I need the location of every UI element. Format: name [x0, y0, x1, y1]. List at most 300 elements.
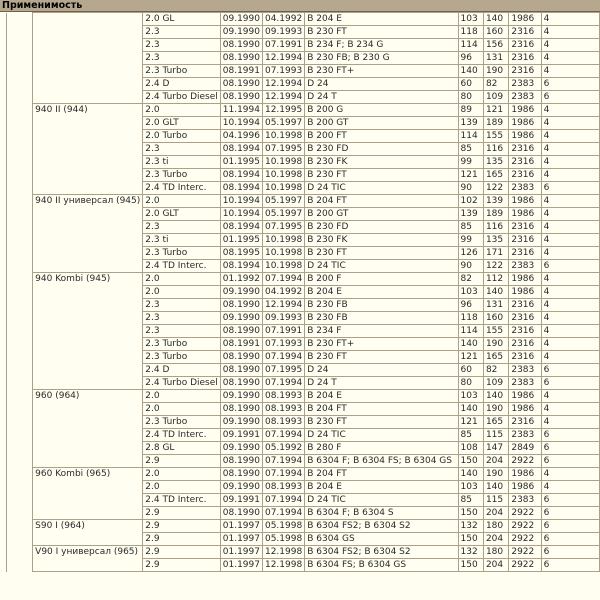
- power-kw-cell: 114: [458, 39, 483, 52]
- engine-code-cell: B 230 FD: [305, 143, 458, 156]
- power-kw-cell: 60: [458, 364, 483, 377]
- applicability-table: [6, 12, 600, 572]
- engine-variant-cell: 2.0 GL: [143, 13, 220, 26]
- cylinders-cell: 6: [541, 260, 599, 273]
- power-hp-cell: 204: [483, 455, 508, 468]
- year-from-cell: 01.1997: [220, 533, 262, 546]
- displacement-cc-cell: 2383: [509, 494, 541, 507]
- displacement-cc-cell: 2316: [509, 299, 541, 312]
- displacement-cc-cell: 2922: [509, 520, 541, 533]
- power-kw-cell: 118: [458, 312, 483, 325]
- displacement-cc-cell: 2922: [509, 507, 541, 520]
- table-row: [7, 468, 600, 481]
- year-to-cell: 12.1998: [262, 546, 304, 559]
- displacement-cc-cell: 1986: [509, 481, 541, 494]
- indent-cell: [7, 13, 33, 572]
- power-kw-cell: 140: [458, 65, 483, 78]
- displacement-cc-cell: 2922: [509, 546, 541, 559]
- engine-variant-cell: 2.3 ti: [143, 156, 220, 169]
- engine-variant-cell: 2.4 TD Interc.: [143, 494, 220, 507]
- power-kw-cell: 121: [458, 416, 483, 429]
- year-from-cell: 09.1990: [220, 416, 262, 429]
- table-body: [7, 13, 600, 572]
- cylinders-cell: 4: [541, 247, 599, 260]
- engine-code-cell: B 230 FT+: [305, 65, 458, 78]
- year-from-cell: 01.1992: [220, 273, 262, 286]
- cylinders-cell: 4: [541, 52, 599, 65]
- displacement-cc-cell: 2316: [509, 416, 541, 429]
- power-hp-cell: 160: [483, 312, 508, 325]
- year-to-cell: 12.1995: [262, 104, 304, 117]
- engine-variant-cell: 2.9: [143, 520, 220, 533]
- year-from-cell: 10.1994: [220, 117, 262, 130]
- engine-variant-cell: 2.3 ti: [143, 234, 220, 247]
- power-hp-cell: 131: [483, 299, 508, 312]
- cylinders-cell: 6: [541, 546, 599, 559]
- year-from-cell: 01.1997: [220, 559, 262, 572]
- power-kw-cell: 103: [458, 13, 483, 26]
- power-hp-cell: 190: [483, 468, 508, 481]
- cylinders-cell: 4: [541, 416, 599, 429]
- power-kw-cell: 139: [458, 117, 483, 130]
- engine-variant-cell: 2.3: [143, 221, 220, 234]
- power-hp-cell: 156: [483, 39, 508, 52]
- cylinders-cell: 4: [541, 143, 599, 156]
- engine-variant-cell: 2.3 Turbo: [143, 351, 220, 364]
- displacement-cc-cell: 1986: [509, 104, 541, 117]
- year-to-cell: 07.1994: [262, 377, 304, 390]
- cylinders-cell: 6: [541, 429, 599, 442]
- power-hp-cell: 82: [483, 364, 508, 377]
- cylinders-cell: 6: [541, 455, 599, 468]
- cylinders-cell: 4: [541, 195, 599, 208]
- table-row: [7, 104, 600, 117]
- power-hp-cell: 140: [483, 481, 508, 494]
- engine-variant-cell: 2.0: [143, 390, 220, 403]
- engine-code-cell: B 200 FT: [305, 130, 458, 143]
- cylinders-cell: 6: [541, 364, 599, 377]
- year-from-cell: 11.1994: [220, 104, 262, 117]
- displacement-cc-cell: 1986: [509, 286, 541, 299]
- table-row: [7, 195, 600, 208]
- engine-code-cell: B 234 F; B 234 G: [305, 39, 458, 52]
- engine-variant-cell: 2.8 GL: [143, 442, 220, 455]
- year-from-cell: 09.1990: [220, 442, 262, 455]
- year-from-cell: 09.1991: [220, 494, 262, 507]
- year-to-cell: 07.1994: [262, 429, 304, 442]
- engine-code-cell: B 200 GT: [305, 208, 458, 221]
- power-kw-cell: 103: [458, 481, 483, 494]
- engine-code-cell: B 204 FT: [305, 403, 458, 416]
- power-hp-cell: 82: [483, 78, 508, 91]
- engine-code-cell: B 204 E: [305, 481, 458, 494]
- power-kw-cell: 90: [458, 182, 483, 195]
- year-to-cell: 09.1993: [262, 312, 304, 325]
- engine-variant-cell: 2.9: [143, 546, 220, 559]
- year-from-cell: 08.1994: [220, 260, 262, 273]
- year-from-cell: 08.1990: [220, 91, 262, 104]
- cylinders-cell: 6: [541, 78, 599, 91]
- power-kw-cell: 121: [458, 351, 483, 364]
- year-from-cell: 08.1994: [220, 143, 262, 156]
- year-to-cell: 05.1998: [262, 533, 304, 546]
- engine-code-cell: B 204 E: [305, 390, 458, 403]
- model-cell: S90 I (964): [33, 520, 143, 546]
- year-from-cell: 09.1990: [220, 26, 262, 39]
- year-to-cell: 12.1998: [262, 559, 304, 572]
- displacement-cc-cell: 2383: [509, 260, 541, 273]
- displacement-cc-cell: 1986: [509, 208, 541, 221]
- cylinders-cell: 6: [541, 91, 599, 104]
- displacement-cc-cell: 1986: [509, 13, 541, 26]
- power-kw-cell: 139: [458, 208, 483, 221]
- engine-code-cell: B 230 FD: [305, 221, 458, 234]
- year-to-cell: 10.1998: [262, 156, 304, 169]
- year-from-cell: 08.1990: [220, 364, 262, 377]
- engine-code-cell: B 6304 GS: [305, 533, 458, 546]
- year-to-cell: 07.1994: [262, 351, 304, 364]
- power-kw-cell: 150: [458, 533, 483, 546]
- power-kw-cell: 126: [458, 247, 483, 260]
- year-to-cell: 10.1998: [262, 247, 304, 260]
- engine-variant-cell: 2.0 Turbo: [143, 130, 220, 143]
- year-from-cell: 08.1990: [220, 78, 262, 91]
- displacement-cc-cell: 2383: [509, 78, 541, 91]
- engine-code-cell: B 230 FT: [305, 416, 458, 429]
- year-from-cell: 08.1990: [220, 468, 262, 481]
- cylinders-cell: 4: [541, 26, 599, 39]
- engine-variant-cell: 2.3 Turbo: [143, 65, 220, 78]
- engine-variant-cell: 2.0 GLT: [143, 117, 220, 130]
- year-from-cell: 08.1991: [220, 65, 262, 78]
- power-hp-cell: 147: [483, 442, 508, 455]
- power-hp-cell: 115: [483, 494, 508, 507]
- displacement-cc-cell: 2316: [509, 338, 541, 351]
- power-kw-cell: 99: [458, 234, 483, 247]
- engine-code-cell: B 6304 FS2; B 6304 S2: [305, 520, 458, 533]
- power-hp-cell: 109: [483, 377, 508, 390]
- power-kw-cell: 132: [458, 546, 483, 559]
- model-cell: 940 Kombi (945): [33, 273, 143, 390]
- engine-variant-cell: 2.3 Turbo: [143, 416, 220, 429]
- year-to-cell: 05.1998: [262, 520, 304, 533]
- year-to-cell: 07.1994: [262, 494, 304, 507]
- cylinders-cell: 6: [541, 520, 599, 533]
- engine-variant-cell: 2.3: [143, 39, 220, 52]
- year-to-cell: 05.1992: [262, 442, 304, 455]
- model-cell: 940 II универсал (945): [33, 195, 143, 273]
- engine-code-cell: B 6304 F; B 6304 FS; B 6304 GS: [305, 455, 458, 468]
- engine-code-cell: D 24 T: [305, 377, 458, 390]
- engine-variant-cell: 2.3: [143, 325, 220, 338]
- power-hp-cell: 160: [483, 26, 508, 39]
- power-kw-cell: 85: [458, 143, 483, 156]
- cylinders-cell: 6: [541, 507, 599, 520]
- year-to-cell: 04.1992: [262, 286, 304, 299]
- engine-variant-cell: 2.0: [143, 468, 220, 481]
- year-from-cell: 08.1990: [220, 377, 262, 390]
- power-hp-cell: 139: [483, 195, 508, 208]
- engine-variant-cell: 2.4 D: [143, 78, 220, 91]
- power-kw-cell: 85: [458, 494, 483, 507]
- engine-code-cell: B 200 F: [305, 273, 458, 286]
- power-kw-cell: 118: [458, 26, 483, 39]
- power-hp-cell: 190: [483, 338, 508, 351]
- cylinders-cell: 4: [541, 104, 599, 117]
- cylinders-cell: 4: [541, 273, 599, 286]
- power-kw-cell: 80: [458, 91, 483, 104]
- displacement-cc-cell: 1986: [509, 117, 541, 130]
- engine-code-cell: B 230 FT: [305, 247, 458, 260]
- year-to-cell: 10.1998: [262, 182, 304, 195]
- engine-variant-cell: 2.4 D: [143, 364, 220, 377]
- engine-code-cell: B 204 FT: [305, 468, 458, 481]
- year-to-cell: 07.1991: [262, 325, 304, 338]
- displacement-cc-cell: 1986: [509, 390, 541, 403]
- power-hp-cell: 165: [483, 351, 508, 364]
- displacement-cc-cell: 1986: [509, 195, 541, 208]
- engine-code-cell: B 234 F: [305, 325, 458, 338]
- engine-code-cell: D 24 TIC: [305, 494, 458, 507]
- cylinders-cell: 4: [541, 169, 599, 182]
- engine-code-cell: B 204 FT: [305, 195, 458, 208]
- power-hp-cell: 189: [483, 117, 508, 130]
- power-hp-cell: 112: [483, 273, 508, 286]
- engine-variant-cell: 2.4 Turbo Diesel: [143, 377, 220, 390]
- power-kw-cell: 82: [458, 273, 483, 286]
- displacement-cc-cell: 2316: [509, 351, 541, 364]
- year-from-cell: 08.1994: [220, 182, 262, 195]
- year-to-cell: 08.1993: [262, 390, 304, 403]
- engine-variant-cell: 2.0: [143, 286, 220, 299]
- engine-variant-cell: 2.3: [143, 299, 220, 312]
- cylinders-cell: 4: [541, 403, 599, 416]
- engine-variant-cell: 2.3: [143, 312, 220, 325]
- cylinders-cell: 4: [541, 13, 599, 26]
- power-kw-cell: 96: [458, 52, 483, 65]
- year-to-cell: 10.1998: [262, 234, 304, 247]
- year-from-cell: 08.1990: [220, 403, 262, 416]
- power-hp-cell: 171: [483, 247, 508, 260]
- year-to-cell: 07.1993: [262, 338, 304, 351]
- displacement-cc-cell: 2922: [509, 533, 541, 546]
- engine-variant-cell: 2.0: [143, 481, 220, 494]
- power-kw-cell: 103: [458, 390, 483, 403]
- cylinders-cell: 6: [541, 494, 599, 507]
- year-to-cell: 12.1994: [262, 299, 304, 312]
- cylinders-cell: 6: [541, 182, 599, 195]
- power-kw-cell: 150: [458, 559, 483, 572]
- power-hp-cell: 115: [483, 429, 508, 442]
- engine-code-cell: B 200 GT: [305, 117, 458, 130]
- engine-variant-cell: 2.3 Turbo: [143, 247, 220, 260]
- displacement-cc-cell: 2316: [509, 221, 541, 234]
- power-hp-cell: 155: [483, 130, 508, 143]
- displacement-cc-cell: 2383: [509, 91, 541, 104]
- cylinders-cell: 4: [541, 338, 599, 351]
- year-to-cell: 10.1998: [262, 130, 304, 143]
- year-from-cell: 08.1990: [220, 507, 262, 520]
- engine-variant-cell: 2.0: [143, 195, 220, 208]
- power-kw-cell: 140: [458, 338, 483, 351]
- displacement-cc-cell: 2316: [509, 143, 541, 156]
- engine-variant-cell: 2.9: [143, 455, 220, 468]
- cylinders-cell: 4: [541, 234, 599, 247]
- engine-variant-cell: 2.3 Turbo: [143, 169, 220, 182]
- engine-variant-cell: 2.9: [143, 507, 220, 520]
- engine-code-cell: D 24 TIC: [305, 429, 458, 442]
- year-to-cell: 09.1993: [262, 26, 304, 39]
- engine-code-cell: D 24 T: [305, 91, 458, 104]
- cylinders-cell: 4: [541, 65, 599, 78]
- model-cell: 940 II (944): [33, 104, 143, 195]
- engine-variant-cell: 2.4 TD Interc.: [143, 429, 220, 442]
- year-from-cell: 09.1990: [220, 13, 262, 26]
- displacement-cc-cell: 2316: [509, 156, 541, 169]
- power-hp-cell: 180: [483, 546, 508, 559]
- displacement-cc-cell: 2316: [509, 234, 541, 247]
- year-from-cell: 08.1990: [220, 39, 262, 52]
- power-kw-cell: 103: [458, 286, 483, 299]
- power-kw-cell: 140: [458, 468, 483, 481]
- year-to-cell: 12.1994: [262, 78, 304, 91]
- engine-variant-cell: 2.4 Turbo Diesel: [143, 91, 220, 104]
- power-kw-cell: 114: [458, 325, 483, 338]
- engine-code-cell: D 24 TIC: [305, 260, 458, 273]
- year-from-cell: 08.1994: [220, 169, 262, 182]
- table-row: [7, 390, 600, 403]
- power-hp-cell: 122: [483, 260, 508, 273]
- engine-code-cell: B 230 FB: [305, 299, 458, 312]
- engine-code-cell: B 230 FT: [305, 351, 458, 364]
- engine-code-cell: B 230 FT: [305, 26, 458, 39]
- year-from-cell: 09.1990: [220, 481, 262, 494]
- year-to-cell: 08.1993: [262, 403, 304, 416]
- displacement-cc-cell: 2316: [509, 169, 541, 182]
- power-kw-cell: 150: [458, 455, 483, 468]
- table-row: [7, 520, 600, 533]
- year-to-cell: 04.1992: [262, 13, 304, 26]
- power-kw-cell: 102: [458, 195, 483, 208]
- year-to-cell: 07.1993: [262, 65, 304, 78]
- year-from-cell: 10.1994: [220, 208, 262, 221]
- power-hp-cell: 190: [483, 403, 508, 416]
- power-kw-cell: 89: [458, 104, 483, 117]
- power-hp-cell: 121: [483, 104, 508, 117]
- cylinders-cell: 4: [541, 325, 599, 338]
- engine-variant-cell: 2.3: [143, 143, 220, 156]
- power-kw-cell: 132: [458, 520, 483, 533]
- engine-code-cell: B 200 G: [305, 104, 458, 117]
- power-hp-cell: 109: [483, 91, 508, 104]
- year-to-cell: 07.1994: [262, 455, 304, 468]
- cylinders-cell: 4: [541, 221, 599, 234]
- year-from-cell: 09.1990: [220, 286, 262, 299]
- section-title: Применимость: [0, 0, 600, 12]
- engine-variant-cell: 2.3: [143, 52, 220, 65]
- engine-variant-cell: 2.3 Turbo: [143, 338, 220, 351]
- year-from-cell: 08.1990: [220, 351, 262, 364]
- year-from-cell: 08.1994: [220, 221, 262, 234]
- engine-code-cell: D 24: [305, 364, 458, 377]
- displacement-cc-cell: 2922: [509, 559, 541, 572]
- cylinders-cell: 6: [541, 442, 599, 455]
- engine-code-cell: D 24 TIC: [305, 182, 458, 195]
- engine-code-cell: B 230 FT+: [305, 338, 458, 351]
- year-to-cell: 05.1997: [262, 208, 304, 221]
- engine-variant-cell: 2.9: [143, 559, 220, 572]
- power-kw-cell: 85: [458, 429, 483, 442]
- engine-code-cell: B 6304 FS; B 6304 GS: [305, 559, 458, 572]
- power-hp-cell: 180: [483, 520, 508, 533]
- power-hp-cell: 189: [483, 208, 508, 221]
- year-from-cell: 08.1990: [220, 299, 262, 312]
- displacement-cc-cell: 2922: [509, 455, 541, 468]
- engine-variant-cell: 2.9: [143, 533, 220, 546]
- year-to-cell: 10.1998: [262, 169, 304, 182]
- year-to-cell: 07.1995: [262, 221, 304, 234]
- power-hp-cell: 165: [483, 416, 508, 429]
- cylinders-cell: 4: [541, 208, 599, 221]
- year-from-cell: 01.1997: [220, 520, 262, 533]
- power-hp-cell: 140: [483, 286, 508, 299]
- displacement-cc-cell: 2316: [509, 39, 541, 52]
- year-to-cell: 05.1997: [262, 195, 304, 208]
- table-row: [7, 546, 600, 559]
- engine-variant-cell: 2.3: [143, 26, 220, 39]
- engine-variant-cell: 2.0: [143, 273, 220, 286]
- power-kw-cell: 96: [458, 299, 483, 312]
- power-hp-cell: 165: [483, 169, 508, 182]
- engine-variant-cell: 2.4 TD Interc.: [143, 260, 220, 273]
- power-hp-cell: 155: [483, 325, 508, 338]
- displacement-cc-cell: 2383: [509, 182, 541, 195]
- cylinders-cell: 6: [541, 377, 599, 390]
- power-kw-cell: 80: [458, 377, 483, 390]
- displacement-cc-cell: 1986: [509, 403, 541, 416]
- cylinders-cell: 4: [541, 390, 599, 403]
- year-to-cell: 10.1998: [262, 260, 304, 273]
- power-hp-cell: 140: [483, 390, 508, 403]
- power-kw-cell: 150: [458, 507, 483, 520]
- cylinders-cell: 4: [541, 286, 599, 299]
- displacement-cc-cell: 1986: [509, 130, 541, 143]
- model-cell: 960 (964): [33, 390, 143, 468]
- year-to-cell: 08.1993: [262, 481, 304, 494]
- displacement-cc-cell: 2316: [509, 312, 541, 325]
- displacement-cc-cell: 1986: [509, 273, 541, 286]
- displacement-cc-cell: 2316: [509, 325, 541, 338]
- table-row: [7, 273, 600, 286]
- power-hp-cell: 140: [483, 13, 508, 26]
- cylinders-cell: 4: [541, 351, 599, 364]
- power-kw-cell: 114: [458, 130, 483, 143]
- engine-code-cell: B 230 FK: [305, 156, 458, 169]
- year-to-cell: 07.1994: [262, 507, 304, 520]
- cylinders-cell: 4: [541, 117, 599, 130]
- power-kw-cell: 108: [458, 442, 483, 455]
- engine-code-cell: B 204 E: [305, 13, 458, 26]
- cylinders-cell: 4: [541, 39, 599, 52]
- year-from-cell: 01.1995: [220, 234, 262, 247]
- year-to-cell: 07.1995: [262, 143, 304, 156]
- power-hp-cell: 204: [483, 559, 508, 572]
- displacement-cc-cell: 2383: [509, 377, 541, 390]
- engine-code-cell: B 6304 FS2; B 6304 S2: [305, 546, 458, 559]
- displacement-cc-cell: 1986: [509, 468, 541, 481]
- power-kw-cell: 90: [458, 260, 483, 273]
- year-from-cell: 09.1990: [220, 312, 262, 325]
